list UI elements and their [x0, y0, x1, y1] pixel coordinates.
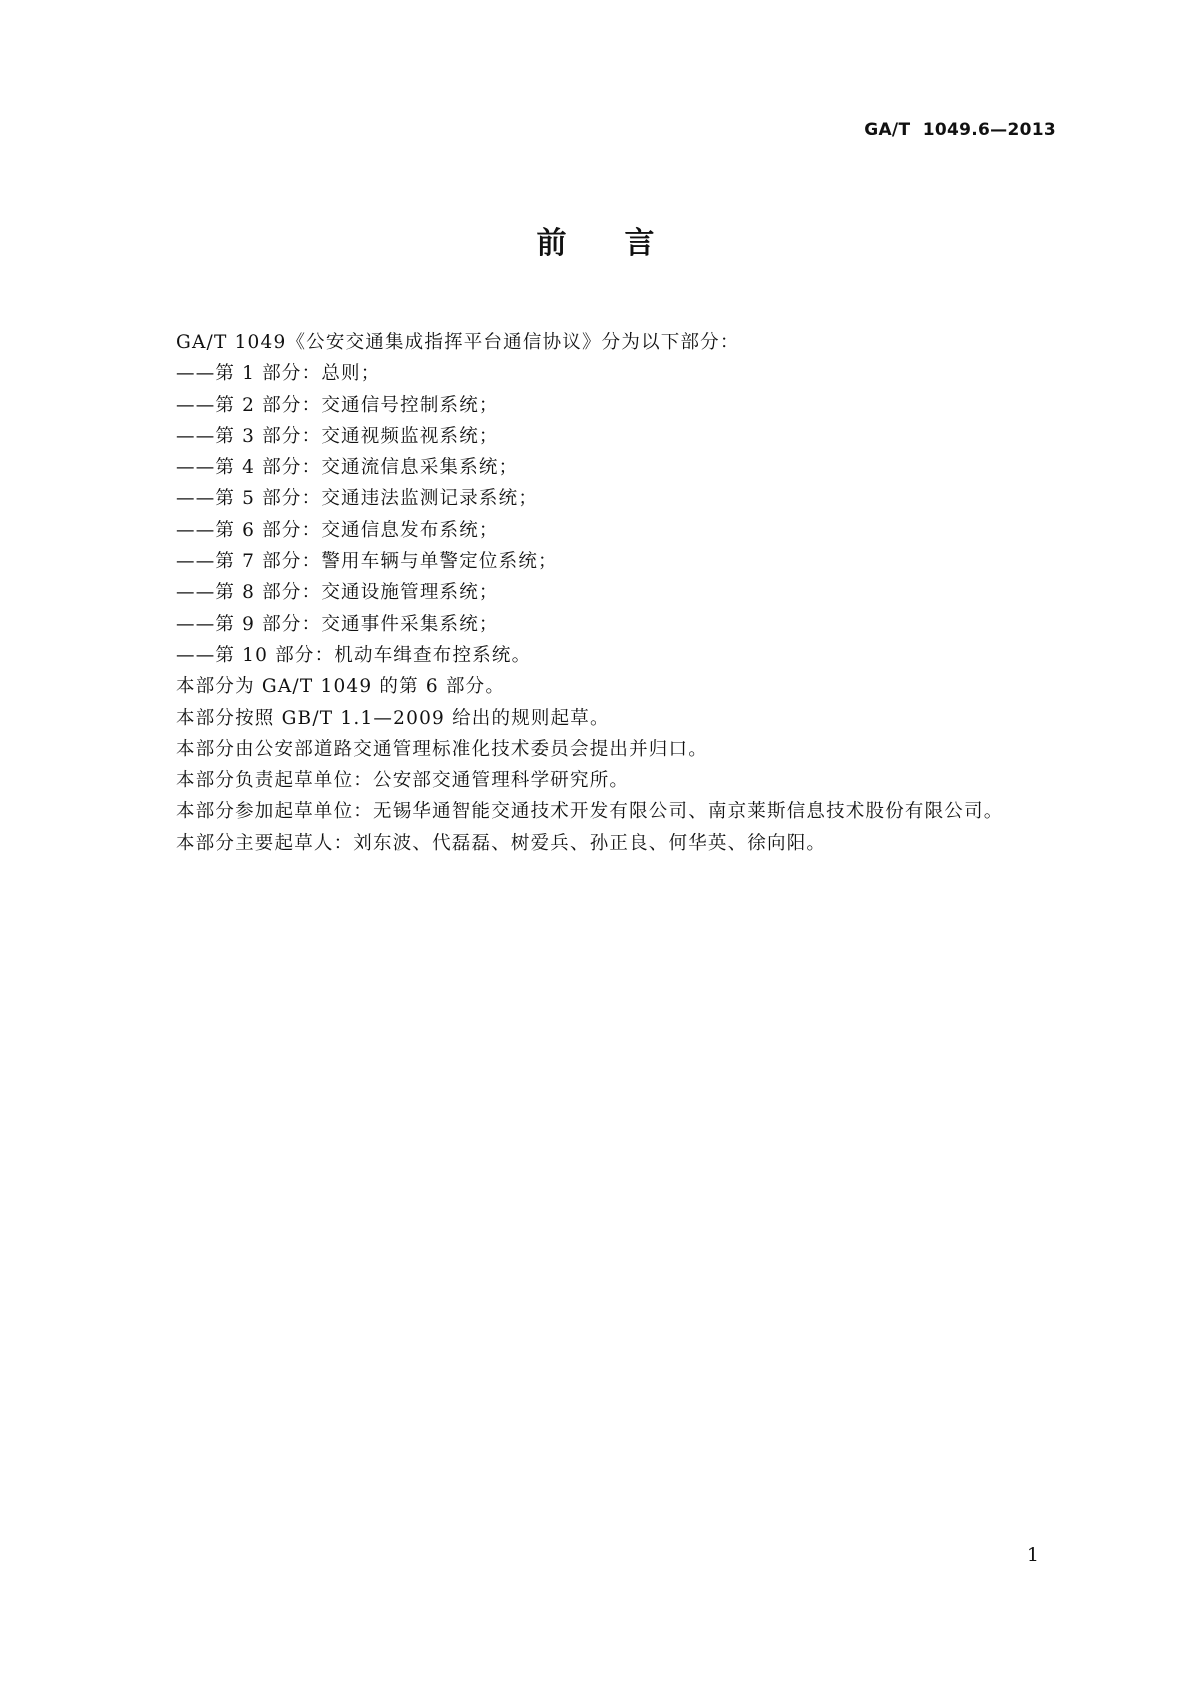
- paragraph: 本部分参加起草单位：无锡华通智能交通技术开发有限公司、南京莱斯信息技术股份有限公司。: [176, 801, 1004, 823]
- list-item-part-4: ——第 4 部分：交通流信息采集系统；: [176, 457, 519, 479]
- page-number: 1: [1026, 1544, 1039, 1566]
- paragraph: 本部分由公安部道路交通管理标准化技术委员会提出并归口。: [176, 738, 708, 760]
- list-item-part-10: ——第 10 部分：机动车缉查布控系统。: [176, 644, 532, 666]
- list-item-part-2: ——第 2 部分：交通信号控制系统；: [176, 394, 499, 416]
- list-item-part-1: ——第 1 部分：总则；: [176, 363, 381, 385]
- page-title: 前言: [536, 226, 713, 261]
- list-item-part-5: ——第 5 部分：交通违法监测记录系统；: [176, 488, 539, 510]
- list-item-part-8: ——第 8 部分：交通设施管理系统；: [176, 582, 499, 604]
- paragraph: 本部分负责起草单位：公安部交通管理科学研究所。: [176, 770, 630, 792]
- paragraph: 本部分按照 GB/T 1.1—2009 给出的规则起草。: [176, 707, 610, 729]
- foreword-body: [176, 327, 1056, 859]
- paragraph: 本部分为 GA/T 1049 的第 6 部分。: [176, 676, 506, 698]
- list-item-part-3: ——第 3 部分：交通视频监视系统；: [176, 425, 499, 447]
- list-item-part-6: ——第 6 部分：交通信息发布系统；: [176, 519, 499, 541]
- list-item-part-9: ——第 9 部分：交通事件采集系统；: [176, 613, 499, 635]
- list-item-part-7: ——第 7 部分：警用车辆与单警定位系统；: [176, 551, 558, 573]
- paragraph: GA/T 1049《公安交通集成指挥平台通信协议》分为以下部分：: [176, 332, 740, 353]
- standard-code: GA/T 1049.6—2013: [864, 120, 1056, 140]
- paragraph: 本部分主要起草人：刘东波、代磊磊、树爱兵、孙正良、何华英、徐向阳。: [176, 832, 827, 854]
